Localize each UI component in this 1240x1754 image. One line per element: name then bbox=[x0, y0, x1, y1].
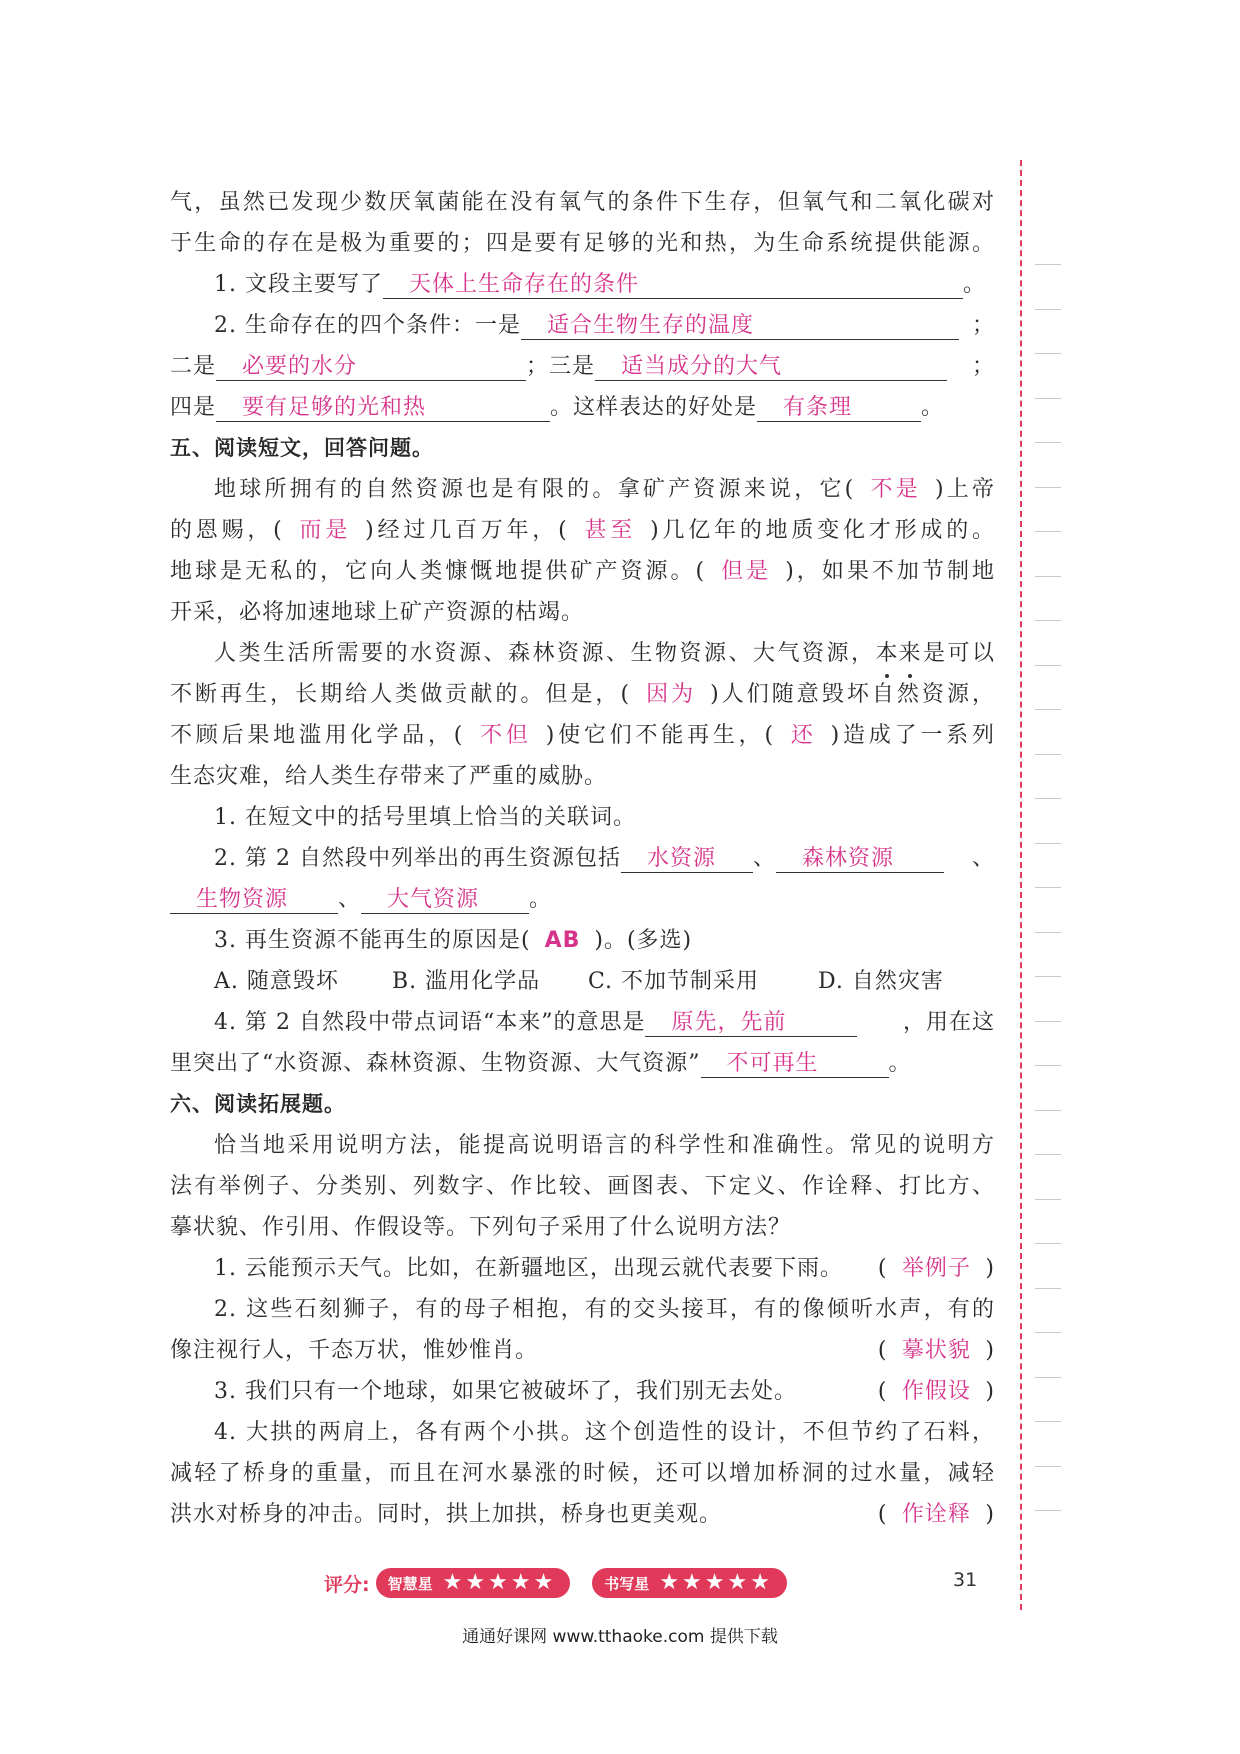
method-answer: 作诠释 bbox=[901, 1502, 971, 1527]
passage-line: 不断再生，长期给人类做贡献的。但是，( 因为 )人们随意毁坏自然资源， bbox=[170, 682, 995, 707]
page-number: 31 bbox=[953, 1569, 978, 1591]
q5-3-options bbox=[170, 961, 995, 1002]
margin-tick bbox=[1035, 798, 1061, 799]
margin-tick bbox=[1035, 309, 1061, 310]
margin-tick bbox=[1035, 1510, 1061, 1511]
passage-line: 不顾后果地滥用化学品，( 不但 )使它们不能再生，( 还 )造成了一系列 bbox=[170, 723, 995, 748]
answer-blank[interactable]: 适当成分的大气 bbox=[595, 350, 947, 381]
passage-line: 气，虽然已发现少数厌氧菌能在没有氧气的条件下生存，但氧气和二氧化碳对 bbox=[170, 190, 995, 215]
answer-paren[interactable]: ( 作假设 ) bbox=[878, 1371, 995, 1412]
intro-line: 摹状貌、作引用、作假设等。下列句子采用了什么说明方法？ bbox=[170, 1215, 792, 1240]
pill-label: 智慧星 bbox=[387, 1574, 433, 1593]
option-a[interactable]: A. 随意毁坏 bbox=[214, 969, 339, 994]
answer-blank[interactable]: 必要的水分 bbox=[216, 350, 526, 381]
margin-tick bbox=[1035, 620, 1061, 621]
method-question-line: 像注视行人，千态万状，惟妙惟肖。 ( 摹状貌 ) bbox=[170, 1330, 995, 1371]
method-question-line: 减轻了桥身的重量，而且在河水暴涨的时候，还可以增加桥洞的过水量，减轻 bbox=[170, 1461, 995, 1486]
star-icon: ★ bbox=[488, 1570, 508, 1595]
answer-blank[interactable]: 不可再生 bbox=[701, 1047, 889, 1078]
margin-tick bbox=[1035, 976, 1061, 977]
method-answer: 摹状貌 bbox=[901, 1338, 971, 1363]
option-b[interactable]: B. 滥用化学品 bbox=[392, 969, 541, 994]
margin-tick bbox=[1035, 1332, 1061, 1333]
margin-tick bbox=[1035, 576, 1061, 577]
q4-2-line3: 四是 要有足够的光和热 。这样表达的好处是 有条理 。 bbox=[170, 387, 995, 428]
margin-tick bbox=[1035, 843, 1061, 844]
passage-line: 人类生活所需要的水资源、森林资源、生物资源、大气资源，本来是可以 bbox=[170, 633, 995, 674]
margin-tick bbox=[1035, 932, 1061, 933]
margin-tick bbox=[1035, 709, 1061, 710]
star-icon: ★ bbox=[704, 1570, 725, 1595]
q5-3: 3. 再生资源不能再生的原因是( AB )。(多选) bbox=[214, 928, 693, 953]
star-icon: ★ bbox=[659, 1570, 680, 1595]
star-icons bbox=[659, 1569, 773, 1597]
margin-tick bbox=[1035, 1421, 1061, 1422]
method-question-line: 1. 云能预示天气。比如，在新疆地区，出现云就代表要下雨。 ( 举例子 ) bbox=[170, 1248, 995, 1289]
passage-line: 地球所拥有的自然资源也是有限的。拿矿产资源来说，它( 不是 )上帝 bbox=[214, 477, 995, 502]
answer-blank[interactable]: 原先，先前 bbox=[645, 1006, 857, 1037]
answer-paren[interactable]: ( 举例子 ) bbox=[878, 1248, 995, 1289]
answer-blank[interactable]: 要有足够的光和热 bbox=[216, 391, 550, 422]
margin-tick bbox=[1035, 1154, 1061, 1155]
answer-paren[interactable]: ( 作诠释 ) bbox=[878, 1494, 995, 1535]
star-icon: ★ bbox=[510, 1570, 531, 1595]
method-question-line: 洪水对桥身的冲击。同时，拱上加拱，桥身也更美观。 ( 作诠释 ) bbox=[170, 1494, 995, 1535]
star-icon: ★ bbox=[750, 1570, 770, 1595]
answer-blank[interactable]: 适合生物生存的温度 bbox=[521, 309, 959, 340]
passage-line: 的恩赐，( 而是 )经过几百万年，( 甚至 )几亿年的地质变化才形成的。 bbox=[170, 518, 995, 543]
margin-tick bbox=[1035, 1466, 1061, 1467]
passage-line: 于生命的存在是极为重要的；四是要有足够的光和热，为生命系统提供能源。 bbox=[170, 231, 995, 256]
method-answer: 举例子 bbox=[901, 1256, 971, 1281]
passage-line: 地球是无私的，它向人类慷慨地提供矿产资源。( 但是 )，如果不加节制地 bbox=[170, 559, 995, 584]
method-question-line: 3. 我们只有一个地球，如果它被破坏了，我们别无去处。 ( 作假设 ) bbox=[170, 1371, 995, 1412]
pill-label: 书写星 bbox=[604, 1574, 650, 1593]
dotted-char: 本 bbox=[875, 633, 898, 674]
dotted-char: 来 bbox=[898, 633, 921, 674]
method-question-line: 2. 这些石刻狮子，有的母子相抱，有的交头接耳，有的像倾听水声，有的 bbox=[214, 1297, 995, 1322]
margin-tick bbox=[1035, 1288, 1061, 1289]
answer-blank[interactable]: 水资源 bbox=[621, 842, 753, 873]
answer-blank[interactable]: 森林资源 bbox=[776, 842, 944, 873]
intro-line: 法有举例子、分类别、列数字、作比较、画图表、下定义、作诠释、打比方、 bbox=[170, 1174, 995, 1199]
worksheet-content bbox=[170, 182, 995, 1535]
answer-paren[interactable]: ( 摹状貌 ) bbox=[878, 1330, 995, 1371]
q5-4-line2: 里突出了“水资源、森林资源、生物资源、大气资源” 不可再生 。 bbox=[170, 1043, 995, 1084]
answer-blank[interactable]: 大气资源 bbox=[361, 883, 529, 914]
margin-tick bbox=[1035, 665, 1061, 666]
method-answer: 作假设 bbox=[901, 1379, 971, 1404]
writing-star-rating[interactable] bbox=[592, 1568, 787, 1598]
margin-tick bbox=[1035, 1110, 1061, 1111]
q5-2-line2: 生物资源 、 大气资源 。 bbox=[170, 879, 995, 920]
method-questions bbox=[170, 1248, 995, 1535]
margin-dashed-line bbox=[1020, 160, 1022, 1610]
option-d[interactable]: D. 自然灾害 bbox=[818, 969, 944, 994]
q4-2: 2. 生命存在的四个条件：一是 适合生物生存的温度 ； bbox=[170, 305, 995, 346]
passage-line: 生态灾难，给人类生存带来了严重的威胁。 bbox=[170, 764, 608, 789]
margin-tick bbox=[1035, 398, 1061, 399]
star-icon: ★ bbox=[727, 1570, 748, 1595]
answer-blank[interactable]: 天体上生命存在的条件 bbox=[383, 268, 963, 299]
method-question-line: 4. 大拱的两肩上，各有两个小拱。这个创造性的设计，不但节约了石料， bbox=[214, 1420, 995, 1445]
score-label: 评分: bbox=[324, 1573, 370, 1596]
margin-tick bbox=[1035, 442, 1061, 443]
watermark: 通通好课网 www.tthaoke.com 提供下载 bbox=[462, 1627, 778, 1647]
star-icon: ★ bbox=[465, 1570, 486, 1595]
star-icon: ★ bbox=[533, 1570, 554, 1595]
section6-heading: 六、阅读拓展题。 bbox=[170, 1092, 346, 1116]
margin-tick bbox=[1035, 754, 1061, 755]
margin-tick bbox=[1035, 353, 1061, 354]
star-icon: ★ bbox=[442, 1570, 463, 1595]
intro-line: 恰当地采用说明方法，能提高说明语言的科学性和准确性。常见的说明方 bbox=[214, 1133, 995, 1158]
q4-2-line2: 二是 必要的水分 ；三是 适当成分的大气 ； bbox=[170, 346, 995, 387]
q4-1: 1. 文段主要写了 天体上生命存在的条件 。 bbox=[170, 264, 995, 305]
margin-tick bbox=[1035, 1199, 1061, 1200]
star-icon: ★ bbox=[682, 1570, 702, 1595]
q5-4: 4. 第 2 自然段中带点词语“本来”的意思是 原先，先前 ，用在这 bbox=[170, 1002, 995, 1043]
score-bar bbox=[324, 1568, 809, 1598]
margin-tick bbox=[1035, 531, 1061, 532]
margin-tick bbox=[1035, 1065, 1061, 1066]
q5-1: 1. 在短文中的括号里填上恰当的关联词。 bbox=[214, 805, 636, 830]
answer-blank[interactable]: 有条理 bbox=[757, 391, 921, 422]
wisdom-star-rating[interactable] bbox=[376, 1568, 571, 1598]
star-icons bbox=[443, 1569, 557, 1597]
margin-tick bbox=[1035, 1021, 1061, 1022]
q5-2: 2. 第 2 自然段中列举出的再生资源包括 水资源 、 森林资源 、 bbox=[170, 838, 995, 879]
option-c[interactable]: C. 不加节制采用 bbox=[588, 969, 760, 994]
margin-tick bbox=[1035, 487, 1061, 488]
margin-tick bbox=[1035, 1243, 1061, 1244]
answer-blank[interactable]: 生物资源 bbox=[170, 883, 338, 914]
passage-line: 开采，必将加速地球上矿产资源的枯竭。 bbox=[170, 600, 585, 625]
section5-heading: 五、阅读短文，回答问题。 bbox=[170, 436, 434, 460]
margin-tick bbox=[1035, 887, 1061, 888]
margin-tick bbox=[1035, 1377, 1061, 1378]
margin-tick bbox=[1035, 264, 1061, 265]
